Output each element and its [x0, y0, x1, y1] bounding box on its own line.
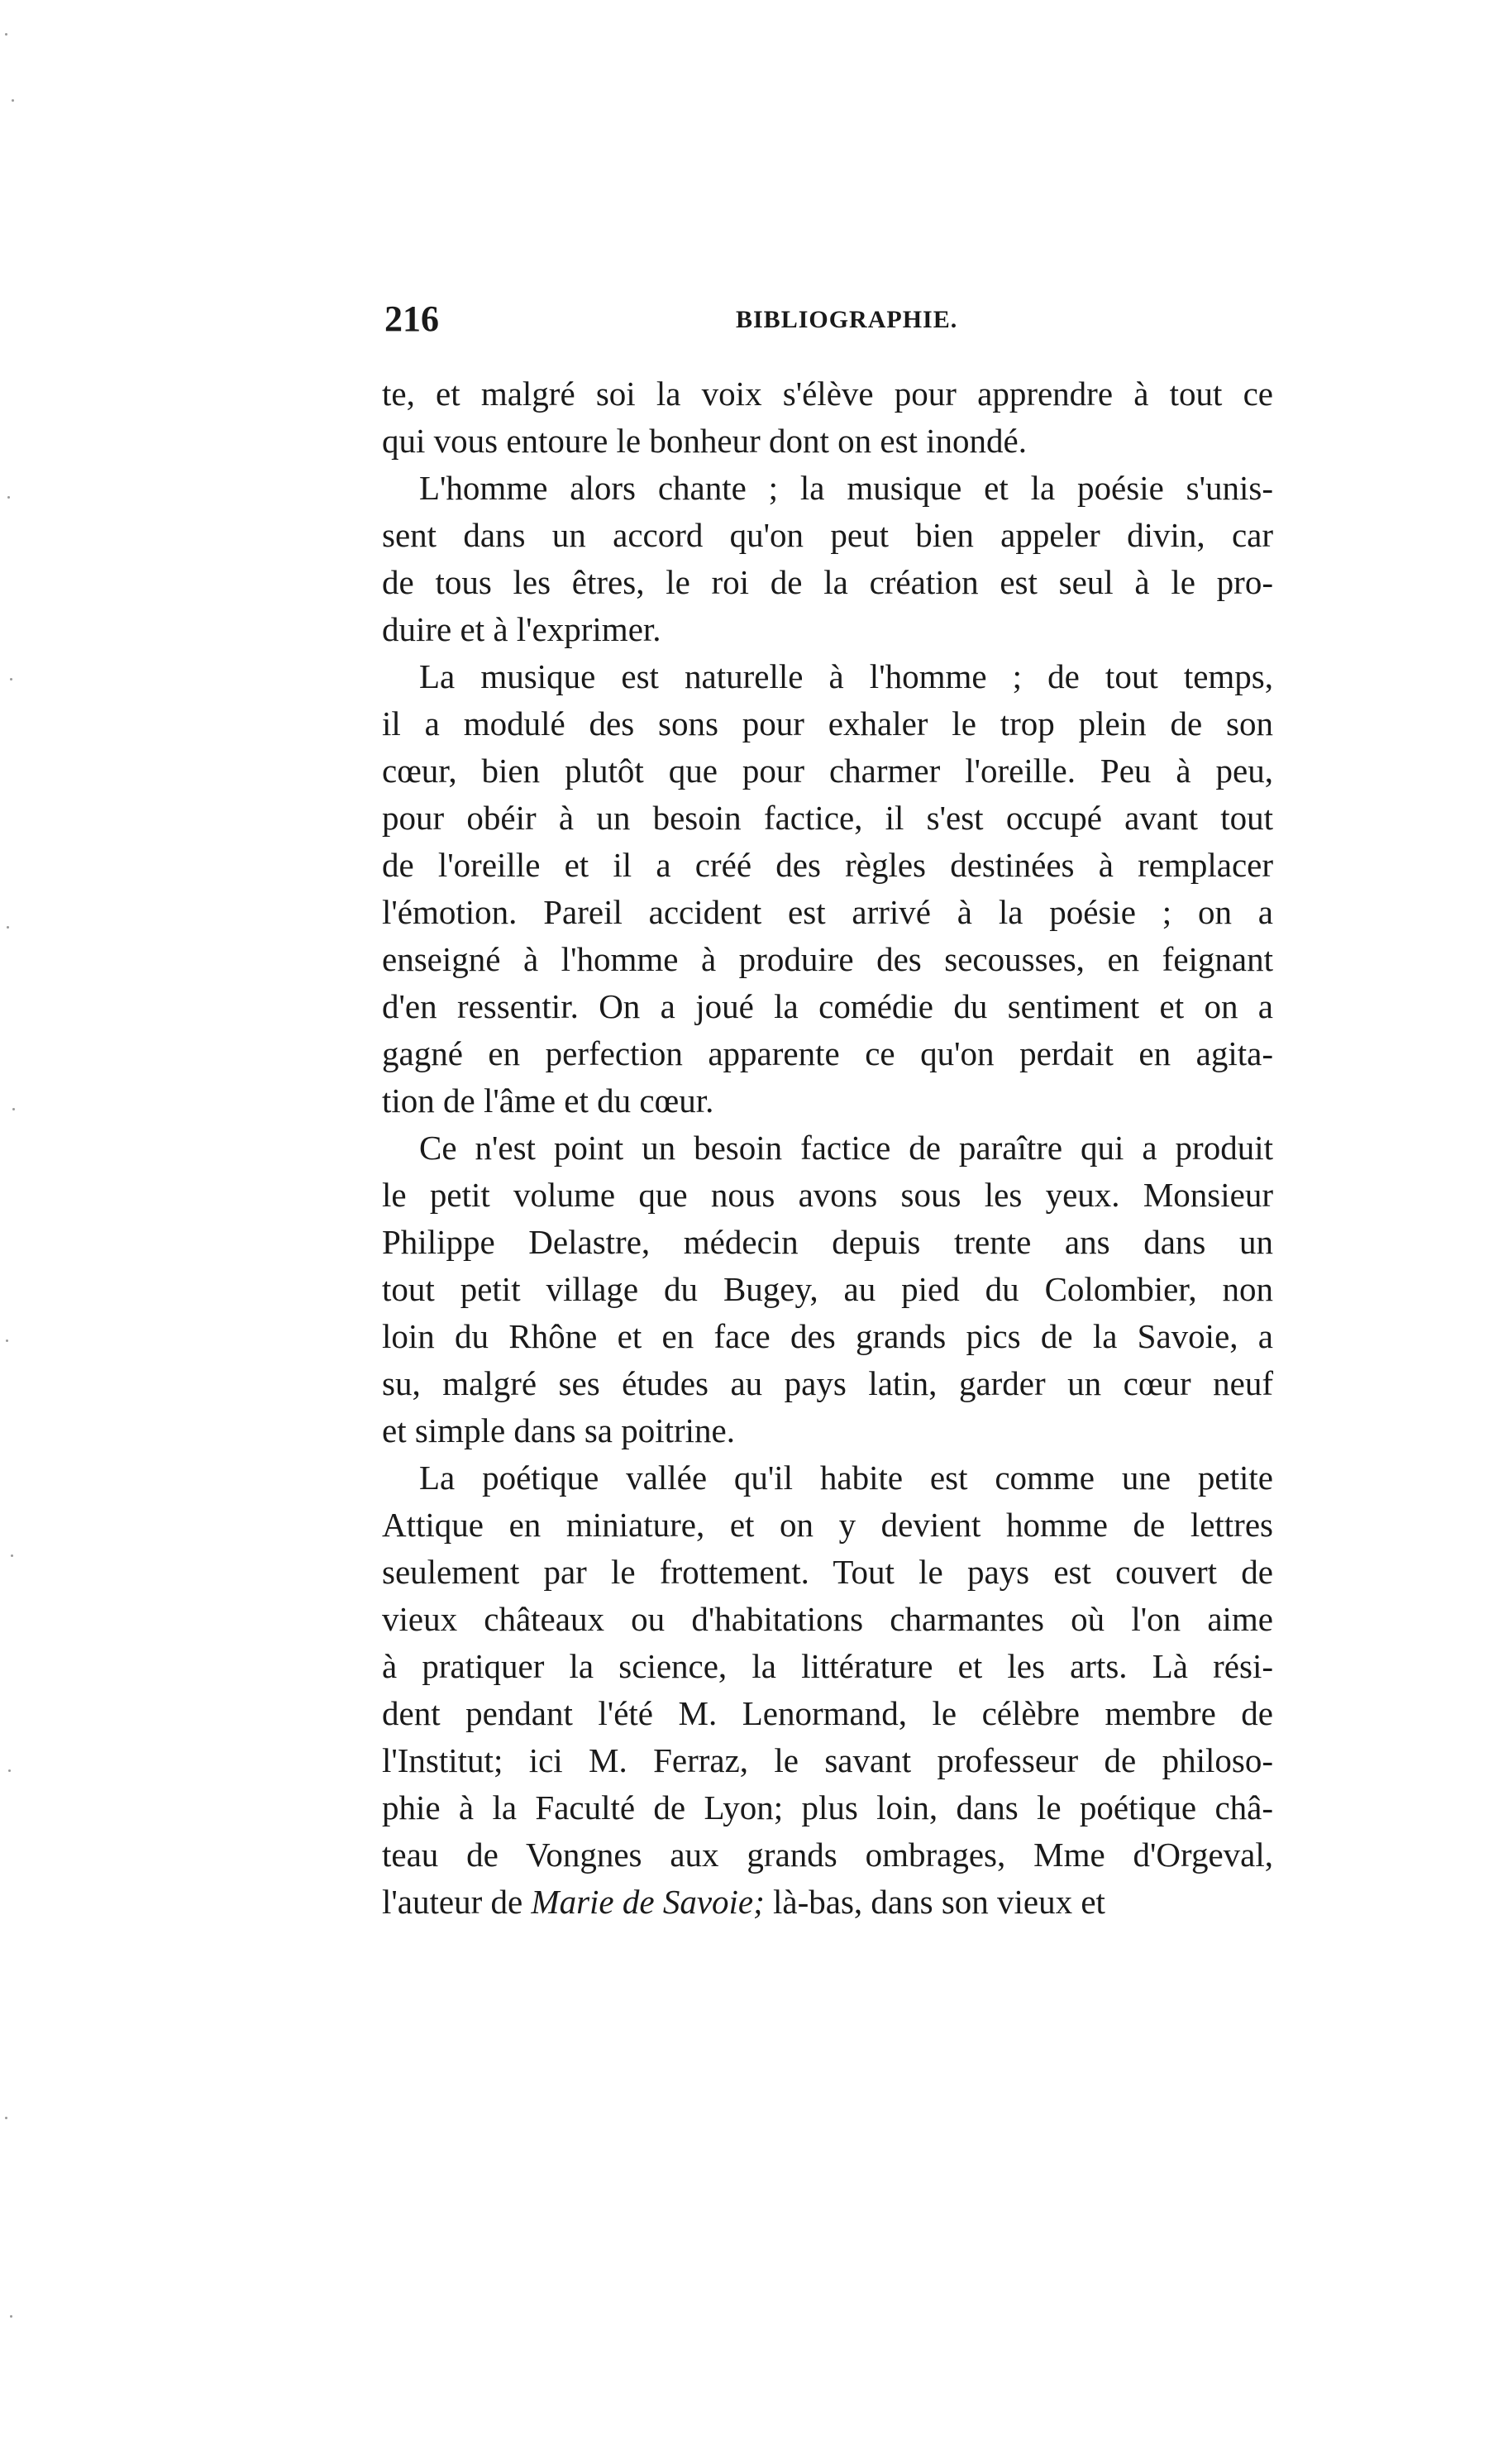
text-line: tout petit village du Bugey, au pied du Colombier, non [382, 1270, 1273, 1308]
text-line: d'en ressentir. On a joué la comédie du sentiment et on a [382, 987, 1273, 1025]
text-line: gagné en perfection apparente ce qu'on perdait en agita- [382, 1034, 1273, 1072]
text-line: le petit volume que nous avons sous les yeux. Monsieur [382, 1176, 1273, 1214]
text-line: dent pendant l'été M. Lenormand, le célèbre membre de [382, 1694, 1273, 1732]
final-line-after: là-bas, dans son vieux et [764, 1883, 1105, 1921]
text-line: pour obéir à un besoin factice, il s'est occupé avant tout [382, 799, 1273, 837]
text-line: Philippe Delastre, médecin depuis trente ans dans un [382, 1223, 1273, 1261]
text-line: phie à la Faculté de Lyon; plus loin, dans le poétique châ- [382, 1788, 1273, 1827]
text-line: te, et malgré soi la voix s'élève pour apprendre à tout ce [382, 375, 1273, 413]
text-line: La musique est naturelle à l'homme ; de tout temps, [419, 657, 1273, 695]
text-line: loin du Rhône et en face des grands pics de la Savoie, a [382, 1317, 1273, 1355]
text-line: tion de l'âme et du cœur. [382, 1082, 714, 1120]
text-line: sent dans un accord qu'on peut bien appeler divin, car [382, 516, 1273, 554]
page-header [384, 298, 1273, 347]
page-edge-specks [0, 0, 25, 2464]
running-title: BIBLIOGRAPHIE. [736, 306, 958, 333]
text-line: L'homme alors chante ; la musique et la poésie s'unis- [419, 469, 1273, 507]
text-line: La poétique vallée qu'il habite est comme une petite [419, 1459, 1273, 1497]
text-line: cœur, bien plutôt que pour charmer l'oreille. Peu à peu, [382, 752, 1273, 790]
page-number: 216 [384, 298, 439, 339]
text-line: de tous les êtres, le roi de la création est seul à le pro- [382, 563, 1273, 601]
text-line: teau de Vongnes aux grands ombrages, Mme d'Orgeval, [382, 1836, 1273, 1874]
text-line: et simple dans sa poitrine. [382, 1411, 735, 1449]
text-line: Ce n'est point un besoin factice de paraître qui a produit [419, 1129, 1273, 1167]
text-line: il a modulé des sons pour exhaler le trop plein de son [382, 704, 1273, 743]
final-line-before: l'auteur de [382, 1883, 532, 1921]
text-line: Attique en miniature, et on y devient homme de lettres [382, 1506, 1273, 1544]
body-text [382, 370, 1273, 1926]
text-line: l'émotion. Pareil accident est arrivé à la poésie ; on a [382, 893, 1273, 931]
text-line-final [382, 1879, 1273, 1926]
text-line: seulement par le frottement. Tout le pays est couvert de [382, 1553, 1273, 1591]
text-line: duire et à l'exprimer. [382, 610, 661, 648]
text-line: de l'oreille et il a créé des règles destinées à remplacer [382, 846, 1273, 884]
text-line: à pratiquer la science, la littérature et les arts. Là rési- [382, 1647, 1273, 1685]
text-line: l'Institut; ici M. Ferraz, le savant professeur de philoso- [382, 1741, 1273, 1779]
text-line: qui vous entoure le bonheur dont on est inondé. [382, 422, 1028, 460]
book-title-marie-de-savoie: Marie de Savoie; [531, 1883, 765, 1921]
text-line: vieux châteaux ou d'habitations charmantes où l'on aime [382, 1600, 1273, 1638]
text-line: su, malgré ses études au pays latin, garder un cœur neuf [382, 1364, 1273, 1402]
text-line: enseigné à l'homme à produire des secousses, en feignant [382, 940, 1273, 978]
